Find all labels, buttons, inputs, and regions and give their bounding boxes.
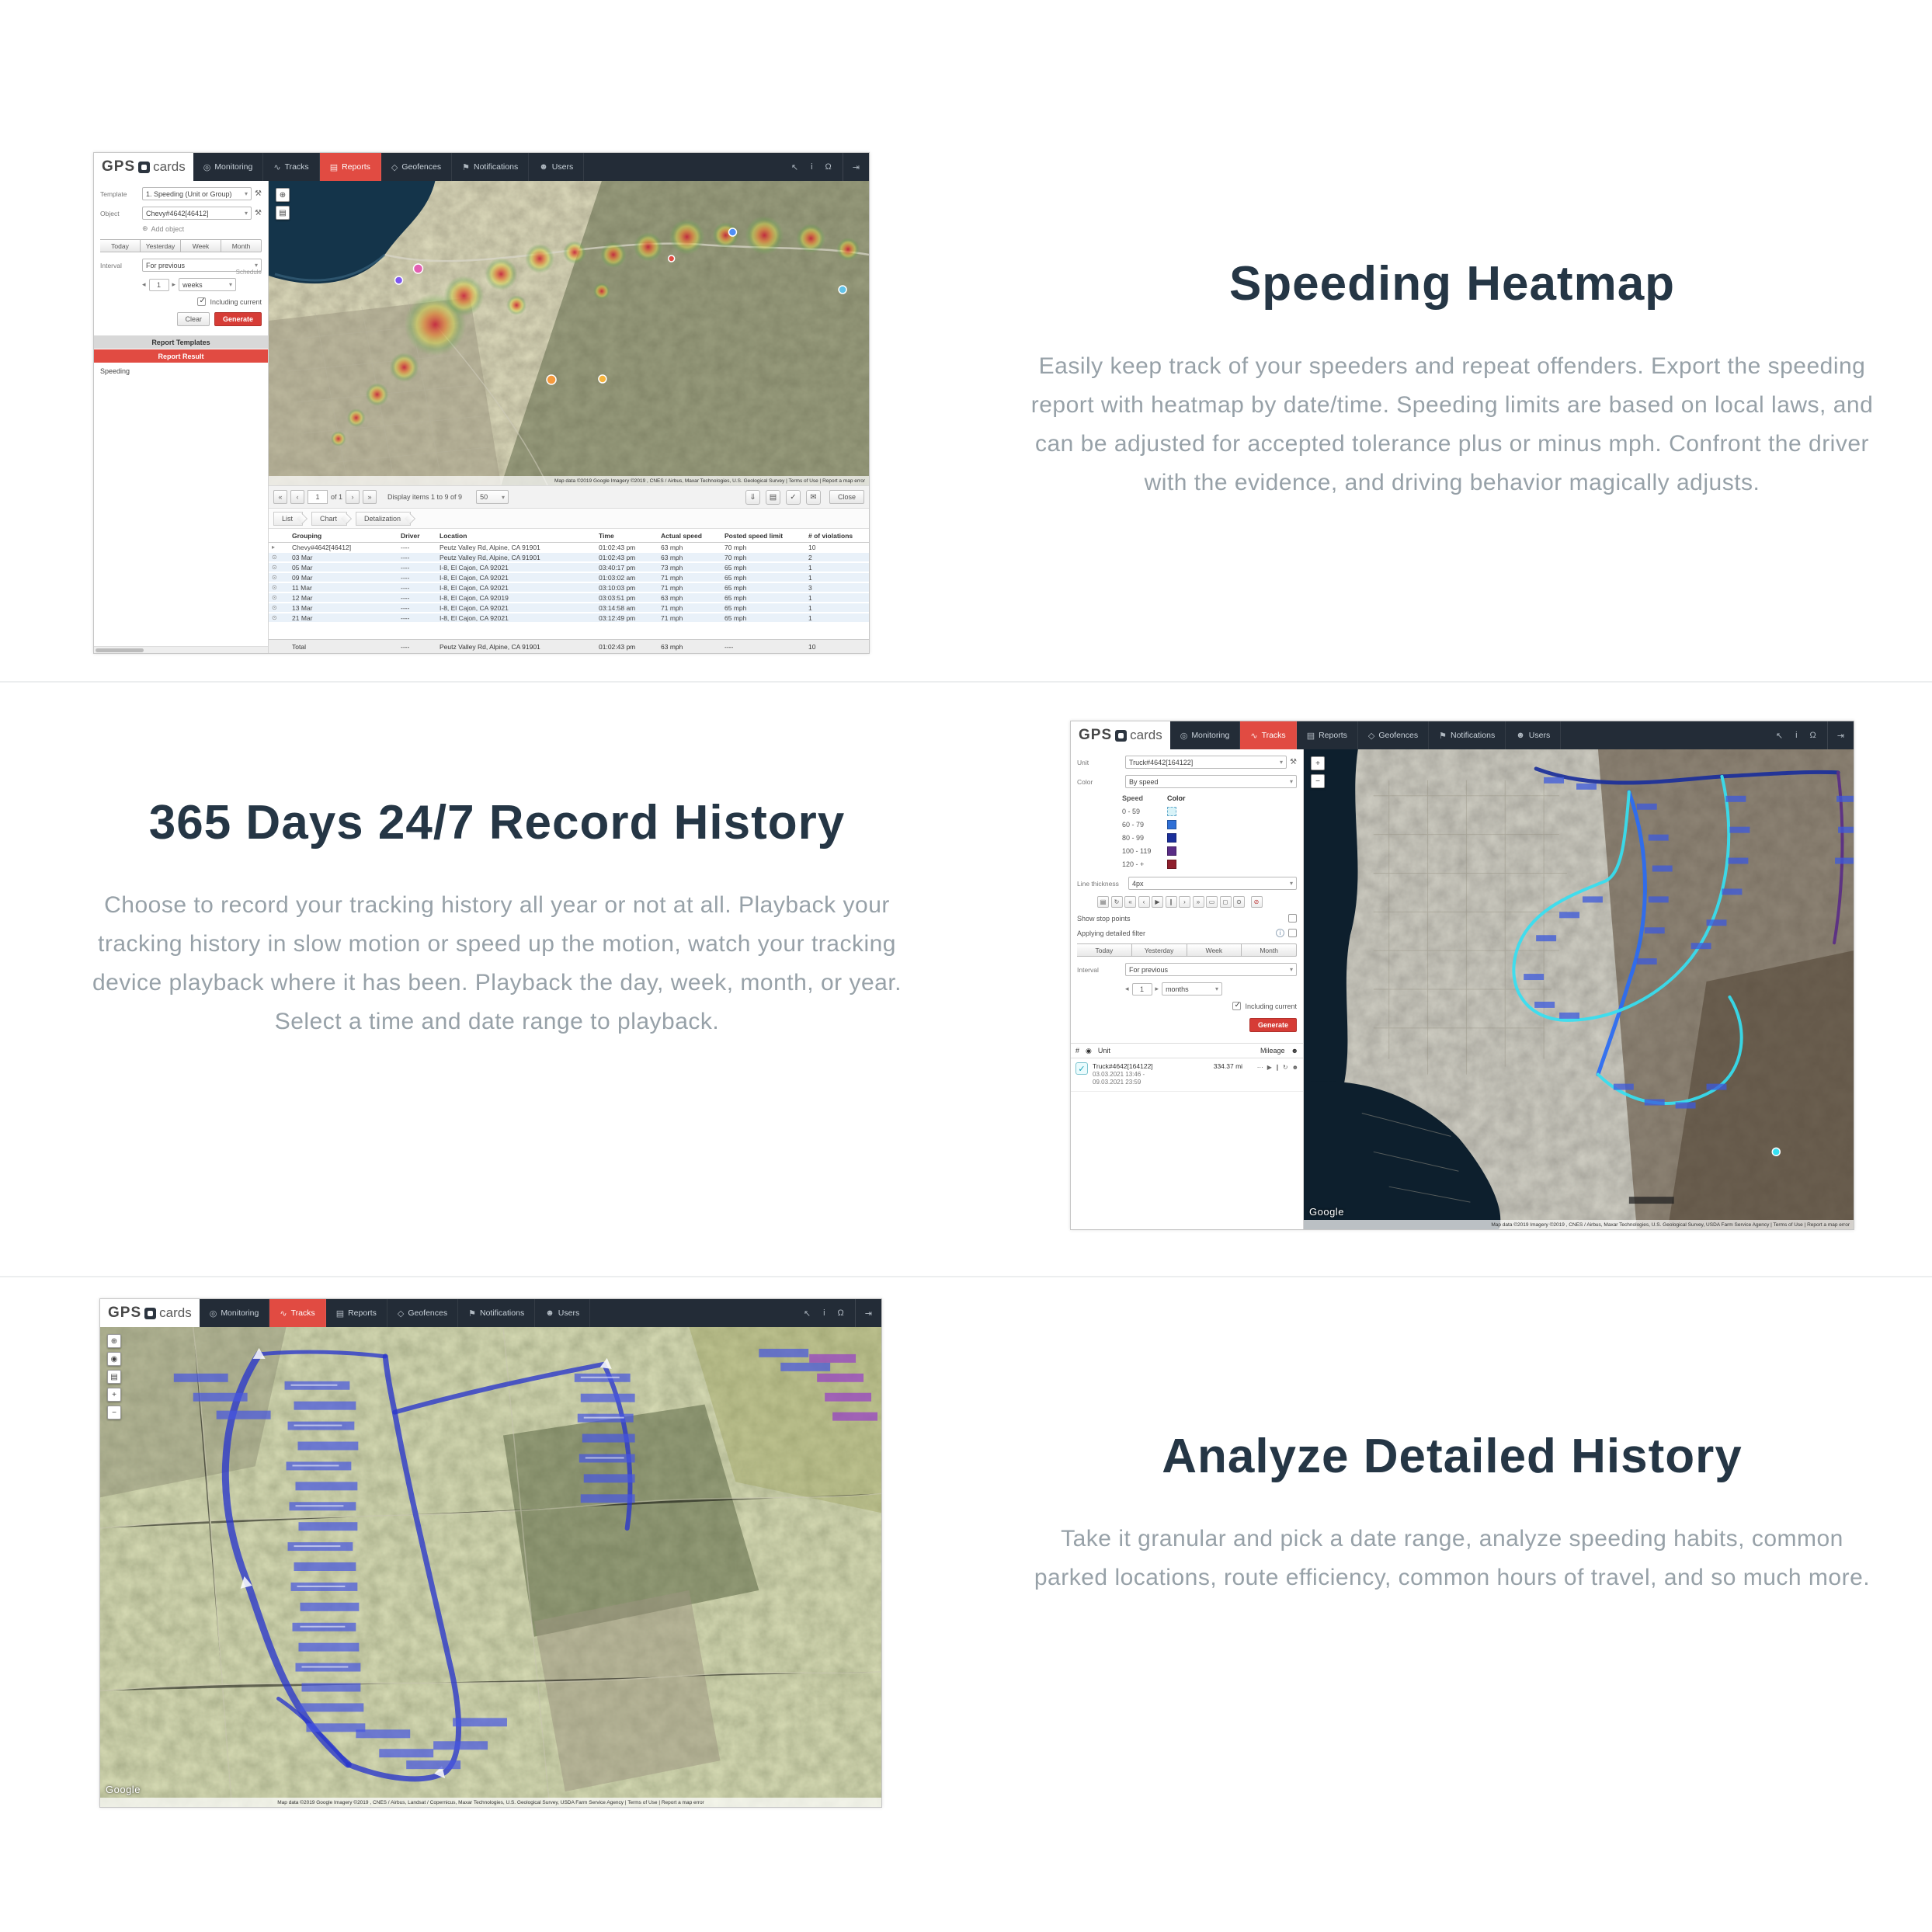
satellite-history (100, 1327, 881, 1807)
app-header (1071, 721, 1854, 749)
interval-count-field[interactable]: 1 (149, 279, 169, 291)
nav-tab-icon: ☻ (539, 162, 548, 172)
map-attribution: Map data ©2019 Google Imagery ©2019 , CNES / Airbus, Maxar Technologies, U.S. Geological Survey | Terms of Use | Report a map error (269, 476, 869, 485)
zoom-in-button[interactable]: ⊕ (276, 188, 290, 202)
section-divider (0, 1276, 1932, 1277)
date-range-button[interactable]: Yesterday (1132, 943, 1187, 957)
gps-cards-logo (1071, 721, 1170, 749)
legend-swatch (1167, 860, 1176, 869)
cursor-tool-icon[interactable]: ↖ (791, 162, 799, 172)
map-controls (107, 1334, 121, 1419)
line-thickness-label: Line thickness (1077, 879, 1119, 888)
nav-tab[interactable] (1429, 721, 1506, 749)
map-controls (276, 188, 290, 220)
tracks-sidebar (1071, 749, 1304, 1229)
report-tab[interactable]: Chart (311, 512, 347, 526)
table-header-row (269, 529, 869, 543)
history-map-canvas[interactable] (100, 1327, 881, 1807)
legend-range: 100 - 119 (1122, 846, 1152, 855)
logout-icon[interactable]: ⇥ (1827, 721, 1854, 749)
toolbar-icon[interactable]: ⊘ (1251, 896, 1263, 908)
pause-icon[interactable]: ∥ (1275, 1064, 1279, 1071)
col-actual-speed: Actual speed (661, 531, 702, 540)
interval-count-field[interactable]: 1 (1132, 983, 1152, 996)
nav-tab-label: Geofences (401, 162, 442, 172)
app-window-tracks (1070, 721, 1854, 1230)
col-posted-limit: Posted speed limit (724, 531, 784, 540)
date-range-button[interactable]: Week (181, 239, 221, 252)
header-icons (780, 153, 843, 181)
table-row[interactable]: ⊙ 05 Mar ---- I-8, El Cajon, CA 92021 03:40:17 pm 73 mph 65 mph 1 (269, 563, 869, 573)
nav-tab[interactable] (320, 153, 381, 181)
chevron-down-icon: ▾ (229, 281, 233, 288)
nav-tab-label: Users (551, 162, 574, 172)
nav-tab[interactable] (263, 153, 319, 181)
toolbar-icon[interactable]: › (1179, 896, 1190, 908)
export-buttons (745, 490, 864, 505)
nav-tab-label: Notifications (480, 1308, 525, 1318)
nav-tab-icon: ▤ (335, 1308, 345, 1319)
chevron-down-icon: ▾ (245, 190, 248, 197)
nav-tab-label: Tracks (1261, 731, 1286, 740)
object-value: Chevy#4642[46412] (146, 209, 209, 217)
toolbar-icon[interactable]: « (1124, 896, 1136, 908)
row-expand-icon[interactable]: ⊙ (272, 564, 277, 571)
report-result-item[interactable]: Speeding (100, 367, 130, 375)
zoom-out-button[interactable]: − (107, 1406, 121, 1419)
feature-title: Analyze Detailed History (1162, 1430, 1743, 1483)
info-icon[interactable]: i (811, 162, 813, 172)
logo-text-cards: cards (153, 159, 186, 174)
zoom-in-button[interactable]: + (1311, 756, 1325, 770)
legend-row (1122, 857, 1297, 870)
interval-select[interactable] (1125, 963, 1297, 976)
satellite-heatmap (269, 181, 869, 485)
cursor-tool-icon[interactable]: ↖ (803, 1308, 811, 1319)
stepper-down-icon[interactable]: ◂ (142, 280, 146, 288)
locate-button[interactable]: ◉ (107, 1352, 121, 1366)
horizontal-scrollbar[interactable] (94, 646, 268, 653)
logo-text-cards: cards (1130, 728, 1162, 742)
legend-swatch (1167, 833, 1176, 843)
nav-tab-label: Monitoring (221, 1308, 259, 1318)
nav-tab-label: Geofences (408, 1308, 448, 1318)
logo-text-gps: GPS (102, 158, 136, 175)
date-range-button[interactable]: Yesterday (141, 239, 181, 252)
google-logo: Google (106, 1784, 141, 1795)
bell-icon[interactable]: Ω (825, 162, 832, 172)
nav-tab-label: Users (558, 1308, 580, 1318)
legend-color-header: Color (1167, 794, 1186, 802)
legend-range: 0 - 59 (1122, 807, 1141, 815)
chevron-down-icon: ▾ (1215, 985, 1219, 992)
zoom-in-button[interactable]: + (107, 1388, 121, 1402)
info-icon[interactable]: i (1795, 731, 1798, 740)
col-grouping: Grouping (292, 531, 322, 540)
date-range-button[interactable]: Month (1242, 943, 1297, 957)
main-nav (1170, 721, 1562, 749)
gps-cards-logo (94, 153, 193, 181)
legend-row (1122, 831, 1297, 844)
bell-icon[interactable]: Ω (1809, 731, 1816, 740)
nav-tab[interactable] (1358, 721, 1429, 749)
add-object-label: Add object (151, 224, 185, 233)
stepper-down-icon[interactable]: ◂ (1125, 985, 1129, 992)
date-range-button[interactable]: Week (1187, 943, 1242, 957)
nav-tab-label: Monitoring (214, 162, 253, 172)
unit-label: Unit (1077, 758, 1089, 766)
row-expand-icon[interactable]: ⊙ (272, 574, 277, 581)
nav-tab-icon: ◎ (1180, 731, 1188, 741)
table-total-row: Total ---- Peutz Valley Rd, Alpine, CA 91901 01:02:43 pm 63 mph ---- 10 (269, 639, 869, 653)
table-row[interactable]: ⊙ 03 Mar ---- Peutz Valley Rd, Alpine, CA 91901 01:02:43 pm 63 mph 70 mph 2 (269, 553, 869, 563)
toolbar-icon[interactable]: ▭ (1206, 896, 1218, 908)
toolbar-icon[interactable]: ⊙ (1233, 896, 1245, 908)
header-icons (793, 1299, 855, 1327)
line-thickness-select[interactable] (1128, 877, 1297, 890)
nav-tab[interactable] (529, 153, 584, 181)
nav-tab-icon: ◇ (391, 162, 398, 172)
chevron-down-icon: ▾ (502, 493, 506, 501)
chevron-down-icon: ▾ (1289, 880, 1293, 887)
report-tab[interactable]: Detalization (356, 512, 411, 526)
color-label: Color (1077, 777, 1093, 786)
unit-select[interactable] (1125, 756, 1287, 769)
stepper-up-icon[interactable]: ▸ (172, 280, 176, 288)
wrench-icon[interactable]: ⚒ (255, 209, 262, 217)
export-pdf-button[interactable]: ⇓ (745, 490, 760, 505)
col-time: Time (599, 531, 614, 540)
track-date-start: 03.03.2021 13:46 - (1093, 1071, 1145, 1079)
toolbar-icon[interactable]: ◻ (1220, 896, 1232, 908)
page-of-label: of 1 (331, 493, 343, 501)
first-page-button[interactable]: « (273, 490, 287, 504)
feature-title: Speeding Heatmap (1228, 257, 1676, 311)
nav-tab[interactable] (452, 153, 529, 181)
including-current-checkbox[interactable] (1232, 1002, 1241, 1010)
nav-tab-icon: ∿ (1250, 731, 1258, 741)
speed-legend (1122, 791, 1297, 870)
date-range-button[interactable]: Today (1077, 943, 1132, 957)
table-body (269, 543, 869, 624)
track-list-header (1071, 1043, 1303, 1058)
toolbar-icon[interactable]: ▶ (1152, 896, 1163, 908)
including-current-label: Including current (210, 297, 262, 306)
template-value: 1. Speeding (Unit or Group) (146, 189, 232, 198)
legend-swatch (1167, 820, 1176, 829)
track-mileage-header: Mileage (1260, 1047, 1285, 1055)
feature-body: Take it granular and pick a date range, analyze speeding habits, common parked locations, route efficiency, common hours of travel, and so much more. (1034, 1526, 1871, 1590)
send-email-button[interactable]: ✉ (806, 490, 821, 505)
playback-toolbar (1097, 896, 1300, 908)
items-count-label: Display items 1 to 9 of 9 (387, 493, 463, 501)
generate-button[interactable]: Generate (214, 312, 262, 326)
line-thickness-value: 4px (1132, 879, 1144, 888)
track-unit-name: Truck#4642[164122] (1093, 1062, 1153, 1070)
interval-label: Interval (100, 261, 122, 269)
page-size-value: 50 (480, 493, 488, 501)
object-select[interactable] (142, 207, 252, 220)
nav-tab-icon: ◇ (1367, 731, 1375, 741)
feature-analyze-history (1029, 1429, 1875, 1597)
header-icons (1765, 721, 1827, 749)
date-range-buttons (1077, 943, 1297, 957)
nav-tab-icon: ☻ (545, 1308, 554, 1318)
feature-speeding-heatmap (1029, 256, 1875, 502)
col-location: Location (440, 531, 467, 540)
nav-tab-icon: ▤ (329, 162, 339, 172)
legend-row (1122, 844, 1297, 857)
nav-tab[interactable] (1506, 721, 1561, 749)
nav-tab-icon: ⚑ (468, 1308, 476, 1319)
page-size-select[interactable] (476, 490, 509, 504)
nav-tab-icon: ◎ (209, 1308, 217, 1319)
wrench-icon[interactable]: ⚒ (1290, 758, 1297, 766)
nav-tab-icon: ∿ (280, 1308, 287, 1319)
logo-mark-icon (144, 1308, 156, 1319)
main-nav (193, 153, 585, 181)
nav-tab[interactable] (269, 1299, 325, 1327)
track-mileage-value: 334.37 mi (1213, 1062, 1243, 1070)
logo-mark-icon (1115, 730, 1127, 742)
nav-tab-icon: ∿ (273, 162, 281, 172)
app-header (94, 153, 869, 181)
col-violations: # of violations (808, 531, 853, 540)
feature-body: Easily keep track of your speeders and repeat offenders. Export the speeding report with heatmap by date/time. Speeding limits are based on local laws, and can be adjusted for accepted tolerance plus or minus mph. Confront the driver with the evidence, and driving behavior magically adjusts. (1030, 353, 1874, 495)
section-divider (0, 681, 1932, 683)
toolbar-icon[interactable]: ‹ (1138, 896, 1150, 908)
interval-unit-value: weeks (182, 280, 203, 289)
person-icon[interactable]: ☻ (1291, 1064, 1298, 1071)
gps-cards-logo (100, 1299, 200, 1327)
add-object-link[interactable] (142, 224, 262, 233)
app-window-history (99, 1298, 882, 1808)
legend-range: 60 - 79 (1122, 820, 1145, 829)
schedule-link[interactable]: Schedule (235, 269, 262, 276)
satellite-tracks (1304, 749, 1854, 1229)
generate-button[interactable]: Generate (1249, 1018, 1297, 1032)
template-select[interactable] (142, 187, 252, 200)
report-tabs (269, 509, 869, 529)
interval-unit-value: months (1166, 985, 1189, 993)
nav-tab-label: Monitoring (1191, 731, 1230, 740)
logo-mark-icon (138, 162, 150, 173)
interval-label: Interval (1077, 965, 1099, 974)
unit-value: Truck#4642[164122] (1129, 758, 1194, 766)
nav-tab[interactable] (381, 153, 452, 181)
bell-icon[interactable]: Ω (837, 1308, 844, 1318)
nav-tab-label: Notifications (474, 162, 519, 172)
export-xls-button[interactable]: ▤ (766, 490, 780, 505)
color-mode-value: By speed (1129, 777, 1159, 786)
table-row[interactable]: ▸ Chevy#4642[46412] ---- Peutz Valley Rd, Alpine, CA 91901 01:02:43 pm 63 mph 70 mph 10 (269, 543, 869, 553)
interval-value: For previous (146, 261, 186, 269)
legend-row (1122, 818, 1297, 831)
nav-tab-icon: ▤ (1306, 731, 1315, 741)
app-header (100, 1299, 881, 1327)
report-sidebar (94, 181, 269, 653)
person-icon: ☻ (1291, 1047, 1298, 1055)
table-row[interactable]: ⊙ 13 Mar ---- I-8, El Cajon, CA 92021 03:14:58 am 71 mph 65 mph 1 (269, 603, 869, 613)
layers-button[interactable]: ▤ (276, 206, 290, 220)
logo-text-gps: GPS (108, 1305, 142, 1321)
play-icon[interactable]: ▶ (1267, 1064, 1272, 1071)
interval-unit-select[interactable] (179, 278, 236, 291)
track-checkbox[interactable]: ✓ (1075, 1062, 1088, 1075)
logo-text-cards: cards (159, 1305, 192, 1320)
row-expand-icon[interactable]: ⊙ (272, 554, 277, 561)
nav-tab[interactable] (1297, 721, 1358, 749)
more-options-icon[interactable]: ⋯ (1256, 1064, 1263, 1071)
nav-tab[interactable] (458, 1299, 535, 1327)
cursor-tool-icon[interactable]: ↖ (1775, 731, 1784, 741)
report-result-bar[interactable]: Report Result (94, 349, 268, 363)
zoom-out-button[interactable]: − (1311, 774, 1325, 788)
legend-speed-header: Speed (1122, 794, 1144, 802)
nav-tab-icon: ◇ (397, 1308, 405, 1319)
nav-tab[interactable] (1170, 721, 1241, 749)
chevron-down-icon: ▾ (1280, 759, 1284, 766)
table-row[interactable]: ⊙ 21 Mar ---- I-8, El Cajon, CA 92021 03:12:49 pm 71 mph 65 mph 1 (269, 613, 869, 624)
nav-tab-label: Reports (342, 162, 370, 172)
nav-tab-icon: ◎ (203, 162, 211, 172)
toolbar-icon[interactable]: ↻ (1111, 896, 1123, 908)
nav-tab[interactable] (200, 1299, 270, 1327)
date-range-buttons (100, 239, 262, 252)
row-expand-icon[interactable]: ⊙ (272, 614, 277, 621)
clear-button[interactable]: Clear (177, 312, 210, 326)
chevron-down-icon: ▾ (254, 262, 258, 269)
stepper-up-icon[interactable]: ▸ (1155, 985, 1159, 992)
map-controls (1311, 756, 1325, 788)
nav-tab[interactable] (326, 1299, 387, 1327)
export-csv-button[interactable]: ✓ (786, 490, 801, 505)
detailed-filter-checkbox[interactable] (1288, 929, 1297, 937)
logout-icon[interactable]: ⇥ (855, 1299, 881, 1327)
stop-points-label: Show stop points (1077, 914, 1131, 923)
row-expand-icon[interactable]: ⊙ (272, 584, 277, 591)
nav-tab-label: Tracks (290, 1308, 315, 1318)
toolbar-icon[interactable]: ∥ (1166, 896, 1177, 908)
including-current-checkbox[interactable] (197, 297, 206, 306)
add-icon: ⊕ (142, 224, 148, 232)
report-templates-bar[interactable]: Report Templates (94, 335, 268, 349)
tracks-map-canvas[interactable] (1304, 749, 1854, 1229)
report-tab[interactable]: List (273, 512, 303, 526)
row-expand-icon[interactable]: ▸ (272, 544, 276, 551)
date-range-button[interactable]: Today (100, 239, 141, 252)
track-num-header: # (1075, 1047, 1080, 1055)
main-nav (200, 1299, 591, 1327)
legend-row (1122, 804, 1297, 818)
nav-tab[interactable] (535, 1299, 590, 1327)
page-number-field[interactable]: 1 (308, 490, 328, 504)
logo-text-gps: GPS (1079, 727, 1113, 743)
app-window-speeding-report (93, 152, 870, 654)
nav-tab-icon: ☻ (1516, 731, 1525, 740)
table-row[interactable]: ⊙ 12 Mar ---- I-8, El Cajon, CA 92019 03:03:51 pm 63 mph 65 mph 1 (269, 593, 869, 603)
nav-tab-icon: ⚑ (1439, 731, 1447, 741)
layers-button[interactable]: ▤ (107, 1370, 121, 1384)
object-label: Object (100, 209, 120, 217)
track-unit-header: Unit (1097, 1047, 1110, 1055)
legend-swatch (1167, 807, 1176, 816)
map-attribution: Map data ©2019 Imagery ©2019 , CNES / Airbus, Maxar Technologies, U.S. Geological Survey, USDA Farm Service Agency | Terms of Use | Report a map error (1304, 1220, 1854, 1229)
feature-record-history (74, 795, 920, 1041)
chevron-down-icon: ▾ (1289, 966, 1293, 973)
heatmap-map-canvas[interactable] (269, 181, 869, 485)
info-icon[interactable]: i (1276, 929, 1284, 937)
nav-tab-label: Reports (348, 1308, 377, 1318)
date-range-button[interactable]: Month (221, 239, 262, 252)
nav-tab-label: Notifications (1451, 731, 1496, 740)
wrench-icon[interactable]: ⚒ (255, 189, 262, 198)
close-button[interactable]: Close (829, 490, 864, 504)
table-row[interactable]: ⊙ 09 Mar ---- I-8, El Cajon, CA 92021 01:03:02 am 71 mph 65 mph 1 (269, 573, 869, 583)
toolbar-icon[interactable]: ▤ (1097, 896, 1109, 908)
map-attribution: Map data ©2019 Google Imagery ©2019 , CNES / Airbus, Landsat / Copernicus, Maxar Technologies, U.S. Geological Survey, USDA Farm Service Agency | Terms of Use | Report a map error (100, 1798, 881, 1807)
interval-unit-select[interactable] (1162, 982, 1222, 996)
next-page-button[interactable]: › (346, 490, 360, 504)
google-logo: Google (1309, 1206, 1344, 1218)
toolbar-icon[interactable]: » (1193, 896, 1204, 908)
template-label: Template (100, 189, 127, 198)
nav-tab[interactable] (1240, 721, 1296, 749)
legend-range: 120 - + (1122, 860, 1145, 868)
track-date-end: 09.03.2021 23:59 (1093, 1079, 1141, 1086)
logout-icon[interactable]: ⇥ (843, 153, 869, 181)
nav-tab-icon: ⚑ (462, 162, 470, 172)
last-page-button[interactable]: » (363, 490, 377, 504)
stop-points-checkbox[interactable] (1288, 914, 1297, 923)
feature-body: Choose to record your tracking history all year or not at all. Playback your tracking history in slow motion or speed up the motion, watch your tracking device playback where it has been. Playback the day, week, month, or year. Select a time and date range to playback. (92, 892, 902, 1034)
report-status-bar (269, 485, 869, 509)
row-expand-icon[interactable]: ⊙ (272, 604, 277, 611)
pin-icon: ◉ (1086, 1046, 1092, 1055)
nav-tab-label: Geofences (1378, 731, 1419, 740)
col-driver: Driver (401, 531, 420, 540)
info-icon[interactable]: i (823, 1308, 825, 1318)
interval-value: For previous (1129, 965, 1169, 974)
replay-icon[interactable]: ↻ (1282, 1064, 1288, 1071)
nav-tab-label: Reports (1319, 731, 1347, 740)
prev-page-button[interactable]: ‹ (290, 490, 304, 504)
color-mode-select[interactable] (1125, 775, 1297, 788)
table-row[interactable]: ⊙ 11 Mar ---- I-8, El Cajon, CA 92021 03:10:03 pm 71 mph 65 mph 3 (269, 583, 869, 593)
row-expand-icon[interactable]: ⊙ (272, 594, 277, 601)
nav-tab-label: Users (1528, 731, 1551, 740)
track-list-row[interactable] (1071, 1058, 1303, 1092)
nav-tab[interactable] (193, 153, 264, 181)
speeding-table (269, 529, 869, 653)
detailed-filter-label: Applying detailed filter (1077, 929, 1146, 937)
legend-swatch (1167, 846, 1176, 856)
chevron-down-icon: ▾ (245, 210, 248, 217)
nav-tab[interactable] (387, 1299, 458, 1327)
nav-tab-label: Tracks (284, 162, 309, 172)
feature-title: 365 Days 24/7 Record History (148, 796, 846, 850)
chevron-down-icon: ▾ (1289, 778, 1293, 785)
legend-range: 80 - 99 (1122, 833, 1145, 842)
including-current-label: Including current (1245, 1002, 1297, 1010)
search-button[interactable]: ⊕ (107, 1334, 121, 1348)
